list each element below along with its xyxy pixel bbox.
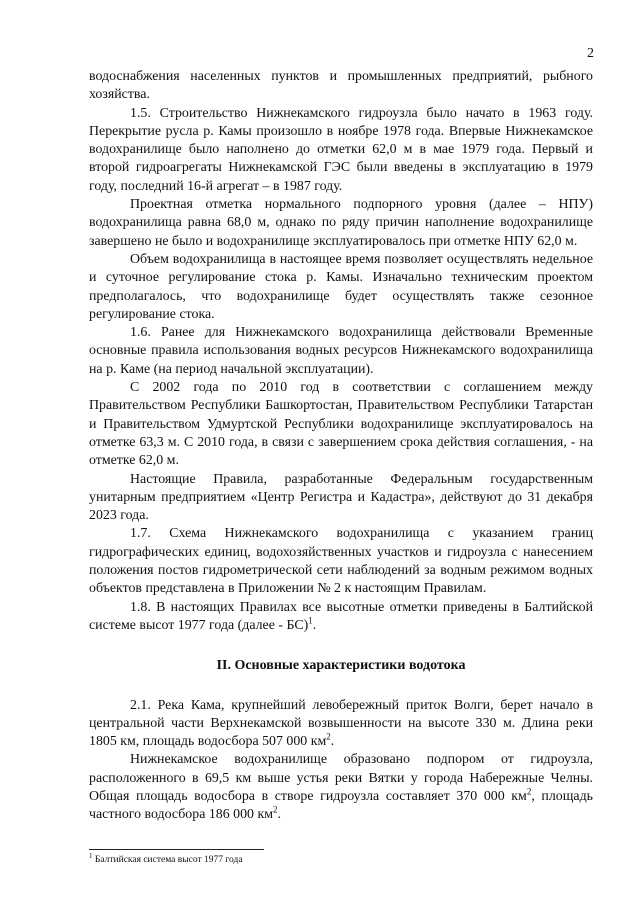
paragraph-2-1 xyxy=(89,697,593,752)
paragraph-npu: Проектная отметка нормального подпорного уровня (далее – НПУ) водохранилища равна 68,0 м, однако по ряду причин наполнение водохранилище завершено не было и водохранилище эксплуатировалось при отметке НПУ 62,0 м. xyxy=(89,197,593,249)
paragraph-rules-validity: Настоящие Правила, разработанные Федеральным государственным унитарным предприятием «Центр Регистра и Кадастра», действуют до 31 декабря 2023 года. xyxy=(89,471,593,524)
paragraph-1-8-text: 1.8. В настоящих Правилах все высотные отметки приведены в Балтийской системе высот 1977 года (далее - БС) xyxy=(89,599,593,633)
paragraph-catchment-text-b: , площадь частного водосбора 186 000 км xyxy=(89,788,594,823)
paragraph-1-8 xyxy=(89,599,593,636)
paragraph-1-7: 1.7. Схема Нижнекамского водохранилища с указанием границ гидрографических единиц, водохозяйственных участков и гидроузла с нанесением положения постов гидрометрической сети наблюдений за водным режимом водных объектов представлена в Приложении № 2 к настоящим Правилам. xyxy=(89,526,593,597)
paragraph-1-8-tail: . xyxy=(312,617,317,633)
footnote-divider xyxy=(89,849,264,850)
section-heading: II. Основные характеристики водотока xyxy=(216,658,466,674)
paragraph-2-1-text: 2.1. Река Кама, крупнейший левобережный приток Волги, берет начало в центральной части Верхнекамской возвышенности на высоте 330 м. Длина реки 1805 км, площадь водосбора 507 000 км xyxy=(89,697,593,750)
footnote xyxy=(89,851,243,866)
paragraph-catchment-tail: . xyxy=(277,807,281,823)
paragraph-2-1-tail: . xyxy=(330,734,335,750)
paragraph-2002-2010: С 2002 года по 2010 год в соответствии с соглашением между Правительством Республики Башкортостан, Правительством Республики Татарстан и Правительством Удмуртской Республики водохранилище эксплуатировалось на отметке 63,3 м. С 2010 года, в связи с завершением срока действия соглашения, - на отметке 62,0 м. xyxy=(89,380,593,469)
superscript-2: 2 xyxy=(326,731,331,742)
document-body xyxy=(89,68,593,825)
paragraph-1-5: 1.5. Строительство Нижнекамского гидроузла было начато в 1963 году. Перекрытие русла р. Камы произошло в ноябре 1978 года. Впервые Нижнекамское водохранилище было наполнено до отметки 62,0 м в мае 1979 года. Первый и второй гидроагрегаты Нижнекамской ГЭС были введены в эксплуатацию в 1979 году, последний 16-й агрегат – в 1987 году. xyxy=(89,105,593,194)
paragraph-catchment-text-a: Нижнекамское водохранилище образовано подпором от гидроузла, расположенного в 69,5 км выше устья реки Вятки у города Набережные Челны. Общая площадь водосбора в створе гидроузла составляет 370 000 км xyxy=(89,752,593,804)
paragraph-water-supply: водоснабжения населенных пунктов и промышленных предприятий, рыбного хозяйства. xyxy=(89,69,593,103)
footnote-reference: 1 xyxy=(308,615,313,626)
superscript-2: 2 xyxy=(526,786,532,797)
footnote-marker: 1 xyxy=(89,851,93,860)
paragraph-volume: Объем водохранилища в настоящее время позволяет осуществлять недельное и суточное регулирование стока р. Камы. Изначально техническим проектом предполагалось, что водохранилище будет осуществлять также сезонное регулирование стока. xyxy=(89,251,593,322)
footnote-text: Балтийская система высот 1977 года xyxy=(92,855,243,865)
superscript-2: 2 xyxy=(273,804,278,815)
paragraph-1-6: 1.6. Ранее для Нижнекамского водохранилища действовали Временные основные правила использования водных ресурсов Нижнекамского водохранилища на р. Каме (на период начальной эксплуатации). xyxy=(89,325,593,377)
page-number: 2 xyxy=(587,46,594,61)
paragraph-reservoir-catchment xyxy=(89,751,593,824)
